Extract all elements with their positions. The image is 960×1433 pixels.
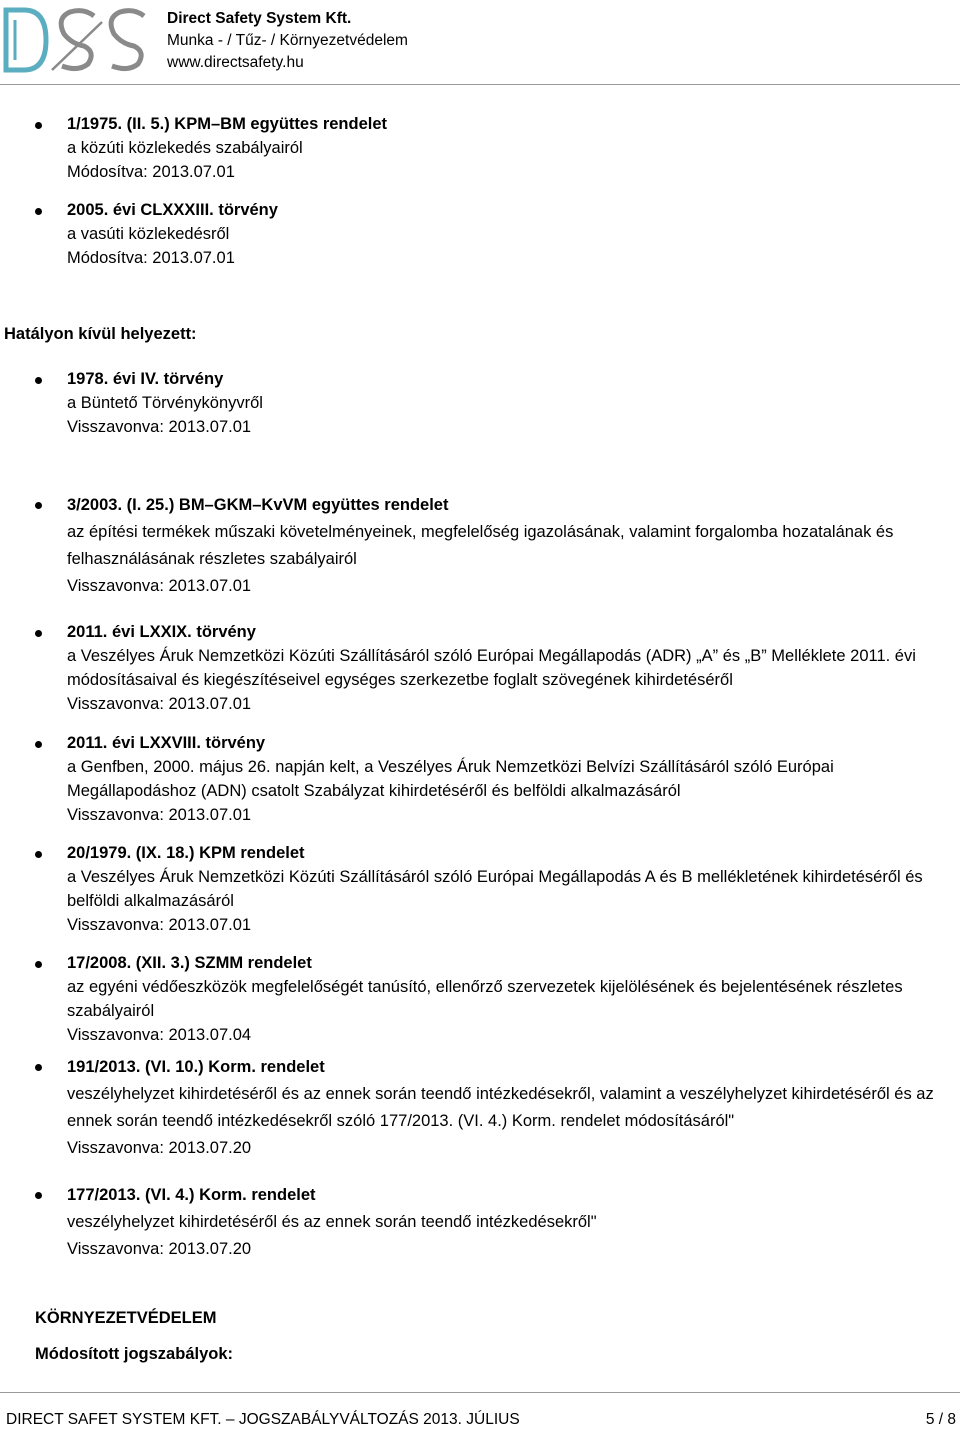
footer-text: DIRECT SAFET SYSTEM KFT. – JOGSZABÁLYVÁLTOZÁS 2013. JÚLIUS bbox=[6, 1411, 520, 1428]
bullet-icon bbox=[35, 851, 42, 858]
bullet-icon bbox=[35, 961, 42, 968]
page-number: 5 / 8 bbox=[925, 1411, 956, 1428]
law-description: veszélyhelyzet kihirdetéséről és az ennek során teendő intézkedésekről, valamint a veszélyhelyzet kihirdetéséről és az ennek során teendő intézkedésekről szóló 177/2013. (VI. 4.) Korm. rendelet módosításáról" bbox=[67, 1085, 934, 1130]
bullet-icon bbox=[35, 122, 42, 129]
bullet-icon bbox=[35, 377, 42, 384]
law-status: Visszavonva: 2013.07.04 bbox=[67, 1026, 252, 1044]
law-status: Visszavonva: 2013.07.01 bbox=[67, 916, 252, 934]
header-divider bbox=[0, 84, 960, 85]
law-status: Visszavonva: 2013.07.20 bbox=[67, 1240, 252, 1258]
law-description: a vasúti közlekedésről bbox=[67, 225, 230, 243]
law-title: 191/2013. (VI. 10.) Korm. rendelet bbox=[67, 1058, 325, 1076]
law-description: az építési termékek műszaki követelményeinek, megfelelőség igazolásának, valamint forgalomba hozatalának és felhasználásának részletes szabályairól bbox=[67, 523, 894, 568]
law-status: Visszavonva: 2013.07.20 bbox=[67, 1139, 252, 1157]
law-description: a közúti közlekedés szabályairól bbox=[67, 139, 303, 157]
page-header bbox=[0, 0, 960, 86]
law-description: a Veszélyes Áruk Nemzetközi Közúti Szállításáról szóló Európai Megállapodás (ADR) „A” és „B” Melléklete 2011. évi módosításaival és kiegészítéseivel egységes szerkezetbe foglalt szövegének kihirdetéséről bbox=[67, 647, 916, 689]
dss-logo bbox=[2, 4, 152, 76]
law-status: Módosítva: 2013.07.01 bbox=[67, 163, 235, 181]
company-name: Direct Safety System Kft. bbox=[167, 10, 352, 27]
company-tagline: Munka - / Tűz- / Környezetvédelem bbox=[167, 32, 408, 49]
footer-divider bbox=[0, 1392, 960, 1393]
law-status: Visszavonva: 2013.07.01 bbox=[67, 806, 252, 824]
law-title: 1/1975. (II. 5.) KPM–BM együttes rendelet bbox=[67, 115, 388, 133]
bullet-icon bbox=[35, 630, 42, 637]
law-description: a Veszélyes Áruk Nemzetközi Közúti Szállításáról szóló Európai Megállapodás A és B mellékletének kihirdetéséről és belföldi alkalmazásáról bbox=[67, 868, 923, 910]
law-status: Visszavonva: 2013.07.01 bbox=[67, 695, 252, 713]
law-title: 177/2013. (VI. 4.) Korm. rendelet bbox=[67, 1186, 316, 1204]
bullet-icon bbox=[35, 1064, 42, 1071]
law-description: az egyéni védőeszközök megfelelőségét tanúsító, ellenőrző szervezetek kijelölésének és bejelentésének részletes szabályairól bbox=[67, 978, 903, 1020]
law-status: Visszavonva: 2013.07.01 bbox=[67, 418, 252, 436]
section-heading-repealed: Hatályon kívül helyezett: bbox=[4, 325, 197, 343]
law-description: a Genfben, 2000. május 26. napján kelt, a Veszélyes Áruk Nemzetközi Belvízi Szállításáról szóló Európai Megállapodáshoz (ADN) csatolt Szabályzat kihirdetéséről és belföldi alkalmazásáról bbox=[67, 758, 834, 800]
company-block bbox=[167, 8, 408, 74]
section-heading-environment: KÖRNYEZETVÉDELEM bbox=[35, 1309, 217, 1327]
law-status: Módosítva: 2013.07.01 bbox=[67, 249, 235, 267]
bullet-icon bbox=[35, 502, 42, 509]
law-title: 2005. évi CLXXXIII. törvény bbox=[67, 201, 278, 219]
law-title: 2011. évi LXXVIII. törvény bbox=[67, 734, 266, 752]
bullet-icon bbox=[35, 1192, 42, 1199]
law-description: a Büntető Törvénykönyvről bbox=[67, 394, 263, 412]
law-description: veszélyhelyzet kihirdetéséről és az ennek során teendő intézkedésekről" bbox=[67, 1213, 597, 1231]
law-title: 20/1979. (IX. 18.) KPM rendelet bbox=[67, 844, 305, 862]
law-title: 3/2003. (I. 25.) BM–GKM–KvVM együttes rendelet bbox=[67, 496, 449, 514]
bullet-icon bbox=[35, 208, 42, 215]
law-title: 17/2008. (XII. 3.) SZMM rendelet bbox=[67, 954, 312, 972]
law-title: 1978. évi IV. törvény bbox=[67, 370, 224, 388]
company-website[interactable]: www.directsafety.hu bbox=[167, 54, 304, 71]
section-heading-modified: Módosított jogszabályok: bbox=[35, 1345, 233, 1363]
bullet-icon bbox=[35, 741, 42, 748]
law-status: Visszavonva: 2013.07.01 bbox=[67, 577, 252, 595]
law-title: 2011. évi LXXIX. törvény bbox=[67, 623, 256, 641]
